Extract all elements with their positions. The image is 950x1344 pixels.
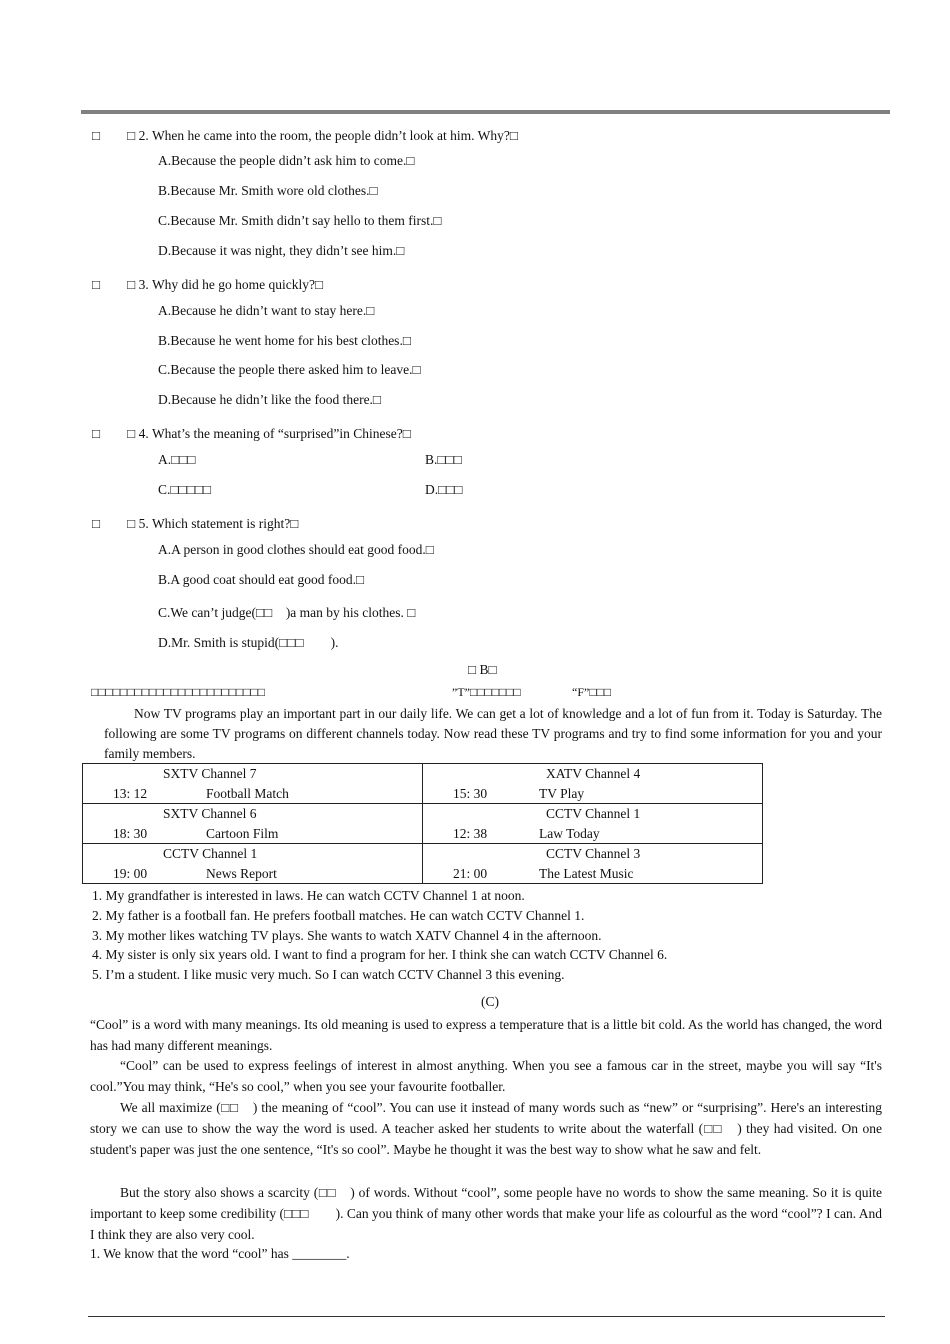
option-d: D.Because he didn’t like the food there.□: [158, 392, 382, 407]
channel-name: SXTV Channel 7: [163, 766, 257, 781]
table-cell: [83, 844, 423, 884]
option-a: A.A person in good clothes should eat good food.□: [158, 542, 434, 557]
table-cell: [423, 804, 763, 844]
program-time: 12: 38: [453, 826, 488, 841]
statement-2: 2. My father is a football fan. He prefers football matches. He can watch CCTV Channel 1.: [92, 908, 585, 923]
header-rule: [81, 110, 890, 114]
section-b-instruction: □□□□□□□□□□□□□□□□□□□□□□□□: [91, 685, 265, 699]
question-1: 1. We know that the word “cool” has ________.: [90, 1246, 350, 1261]
statement-5: 5. I’m a student. I like music very much. So I can watch CCTV Channel 3 this evening.: [92, 967, 565, 982]
table-cell: [83, 764, 423, 804]
channel-name: SXTV Channel 6: [163, 806, 257, 821]
channel-name: CCTV Channel 1: [163, 846, 258, 861]
option-b: B.Because he went home for his best clothes.□: [158, 333, 411, 348]
tv-programs-table: [82, 763, 763, 884]
program-name: Cartoon Film: [206, 826, 279, 841]
option-c: C.Because Mr. Smith didn’t say hello to them first.□: [158, 213, 442, 228]
question-3: □ □ 3. Why did he go home quickly?□: [92, 277, 324, 292]
option-b: B.Because Mr. Smith wore old clothes.□: [158, 183, 378, 198]
program-name: News Report: [206, 866, 277, 881]
channel-name: CCTV Channel 1: [546, 806, 641, 821]
program-name: TV Play: [539, 786, 585, 801]
section-c-heading: (C): [481, 994, 499, 1009]
option-c: C.□□□□□: [158, 482, 212, 497]
question-4: □ □ 4. What’s the meaning of “surprised”in Chinese?□: [92, 426, 411, 441]
table-cell: [83, 804, 423, 844]
statement-4: 4. My sister is only six years old. I want to find a program for her. I think she can watch CCTV Channel 6.: [92, 947, 668, 962]
channel-name: XATV Channel 4: [546, 766, 641, 781]
option-b: B.A good coat should eat good food.□: [158, 572, 365, 587]
program-name: The Latest Music: [539, 866, 634, 881]
option-d: D.□□□: [425, 482, 463, 497]
question-2: □ □ 2. When he came into the room, the people didn’t look at him. Why?□: [92, 128, 519, 143]
program-time: 18: 30: [113, 826, 148, 841]
option-d: D.Mr. Smith is stupid(□□□ ).: [158, 635, 339, 650]
statement-1: 1. My grandfather is interested in laws. He can watch CCTV Channel 1 at noon.: [92, 888, 525, 903]
program-time: 19: 00: [113, 866, 148, 881]
option-d: D.Because it was night, they didn’t see him.□: [158, 243, 405, 258]
option-a: A.□□□: [158, 452, 196, 467]
option-a: A.Because the people didn’t ask him to come.□: [158, 153, 415, 168]
option-c: C.We can’t judge(□□ )a man by his clothes. □: [158, 605, 416, 620]
option-a: A.Because he didn’t want to stay here.□: [158, 303, 375, 318]
section-b-instruction-false: “F”□□□: [572, 685, 612, 699]
paragraph: “Cool” is a word with many meanings. Its old meaning is used to express a temperature that is a little bit cold. As the world has changed, the word has had many different meanings.: [90, 1017, 882, 1053]
footer-rule: [88, 1316, 885, 1317]
program-time: 15: 30: [453, 786, 488, 801]
program-time: 21: 00: [453, 866, 488, 881]
table-cell: [423, 844, 763, 884]
statement-3: 3. My mother likes watching TV plays. She wants to watch XATV Channel 4 in the afternoon.: [92, 928, 602, 943]
option-b: B.□□□: [425, 452, 462, 467]
program-time: 13: 12: [113, 786, 148, 801]
program-name: Football Match: [206, 786, 289, 801]
paragraph: But the story also shows a scarcity (□□ ) of words. Without “cool”, some people have no words to show the same meaning. So it is quite important to keep some credibility (□□□ ). Can you think of many other words that make your life as colourful as the word “cool”? I can. And I think they are also very cool.: [90, 1185, 882, 1242]
question-5: □ □ 5. Which statement is right?□: [92, 516, 299, 531]
section-b-heading: □ B□: [468, 662, 497, 677]
section-b-instruction-true: ”T”□□□□□□□: [452, 685, 521, 699]
table-cell: [423, 764, 763, 804]
channel-name: CCTV Channel 3: [546, 846, 641, 861]
section-b-intro: Now TV programs play an important part in our daily life. We can get a lot of knowledge and a lot of fun from it. Today is Saturday. The following are some TV programs on different channels today. Now read these TV programs and try to find some information for you and your family members.: [104, 706, 882, 761]
paragraph: We all maximize (□□ ) the meaning of “cool”. You can use it instead of many words such as “new” or “surprising”. Here's an interesting story we can use to show the way the word is used. A teacher asked her students to write about the waterfall (□□ ) they had visited. On one student's paper was just the one sentence, “It's so cool”. Maybe he thought it was the best way to show what he saw and felt.: [90, 1100, 882, 1157]
option-c: C.Because the people there asked him to leave.□: [158, 362, 421, 377]
paragraph: “Cool” can be used to express feelings of interest in almost anything. When you see a famous car in the street, maybe you will say “It's cool.”You may think, “He's so cool,” when you see your favourite footballer.: [90, 1058, 882, 1094]
program-name: Law Today: [539, 826, 600, 841]
